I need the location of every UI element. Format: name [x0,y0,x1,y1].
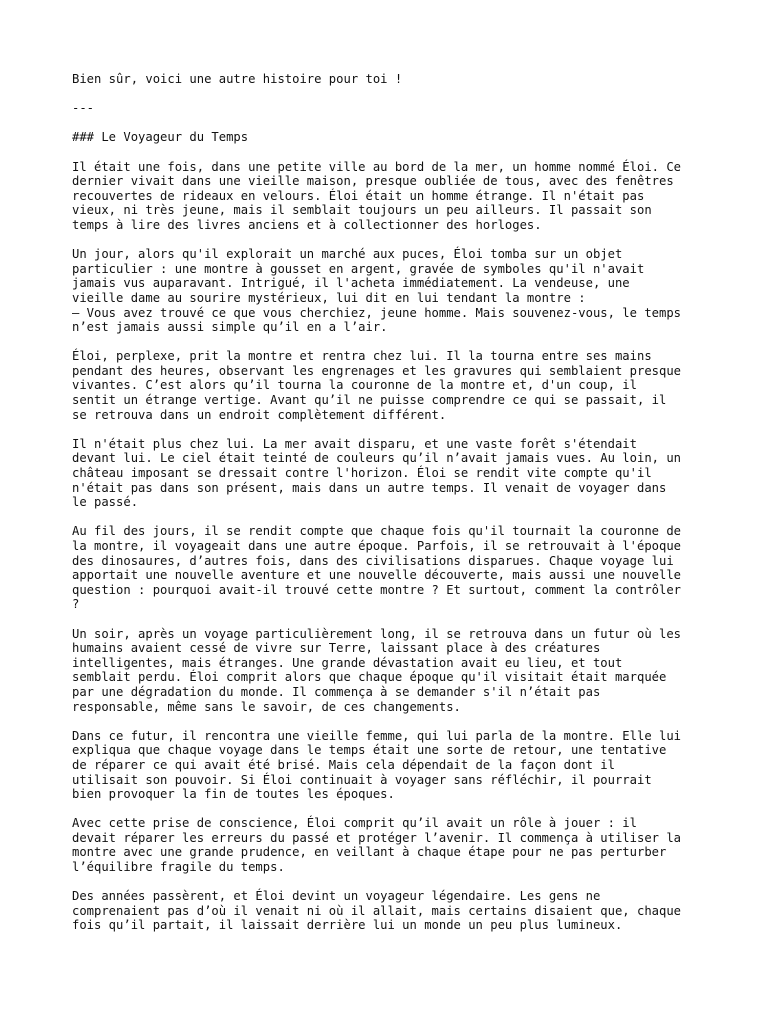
paragraph-5: Au fil des jours, il se rendit compte que chaque fois qu'il tournait la couronne de la montre, il voyageait dans une autre époque. Parfois, il se retrouvait à l'époque des dinosaures, d’autres fois, dans des civilisations disparues. Chaque voyage lui apportait une nouvelle aventure et une nouvelle découverte, mais aussi une nouvelle question : pourquoi avait-il trouvé cette montre ? Et surtout, comment la contrôler ? [72,524,682,612]
separator-line: --- [72,101,95,116]
paragraph-1: Il était une fois, dans une petite ville au bord de la mer, un homme nommé Éloi. Ce dernier vivait dans une vieille maison, presque oubliée de tous, avec des fenêtres recouvertes de rideaux en velours. Éloi était un homme étrange. Il n'était pas vieux, ni très jeune, mais il semblait toujours un peu ailleurs. Il passait son temps à lire des livres anciens et à collectionner des horloges. [72,159,682,232]
intro-line: Bien sûr, voici une autre histoire pour toi ! [72,72,403,86]
paragraph-6: Un soir, après un voyage particulièrement long, il se retrouva dans un futur où les humains avaient cessé de vivre sur Terre, laissant place à des créatures intelligentes, mais étranges. Une grande dévastation avait eu lieu, et tout semblait perdu. Éloi comprit alors que chaque époque qu'il visitait était marquée par une dégradation du monde. Il commença à se demander s'il n’était pas responsable, même sans le savoir, de ces changements. [72,626,682,714]
story-title: ### Le Voyageur du Temps [72,130,249,145]
paragraph-9: Des années passèrent, et Éloi devint un voyageur légendaire. Les gens ne comprenaient pas d’où il venait ni où il allait, mais certains disaient que, chaque fois qu’il partait, il laissait derrière lui un monde un peu plus lumineux. [72,889,682,933]
paragraph-2: Un jour, alors qu'il explorait un marché aux puces, Éloi tomba sur un objet particulier : une montre à gousset en argent, gravée de symboles qu'il n'avait jamais vus auparavant. Intrigué, il l'acheta immédiatement. La vendeuse, une vieille dame au sourire mystérieux, lui dit en lui tendant la montre : – Vous avez trouvé ce que vous cherchiez, jeune homme. Mais souvenez-vous, le temps n’est jamais aussi simple qu’il en a l’air. [72,247,682,335]
paragraph-7: Dans ce futur, il rencontra une vieille femme, qui lui parla de la montre. Elle lui expliqua que chaque voyage dans le temps était une sorte de retour, une tentative de réparer ce qui avait été brisé. Mais cela dépendait de la façon dont il utilisait son pouvoir. Si Éloi continuait à voyager sans réfléchir, il pourrait bien provoquer la fin de toutes les époques. [72,728,682,802]
paragraph-8: Avec cette prise de conscience, Éloi comprit qu’il avait un rôle à jouer : il devait réparer les erreurs du passé et protéger l’avenir. Il commença à utiliser la montre avec une grande prudence, en veillant à chaque étape pour ne pas perturber l’équilibre fragile du temps. [72,816,682,875]
document-page [72,72,700,948]
paragraph-4: Il n'était plus chez lui. La mer avait disparu, et une vaste forêt s'étendait devant lui. Le ciel était teinté de couleurs qu’il n’avait jamais vues. Au loin, un château imposant se dressait contre l'horizon. Éloi se rendit vite compte qu'il n'était pas dans son présent, mais dans un autre temps. Il venait de voyager dans le passé. [72,436,682,510]
paragraph-3: Éloi, perplexe, prit la montre et rentra chez lui. Il la tourna entre ses mains pendant des heures, observant les engrenages et les gravures qui semblaient presque vivantes. C’est alors qu’il tourna la couronne de la montre et, d'un coup, il sentit un étrange vertige. Avant qu’il ne puisse comprendre ce qui se passait, il se retrouva dans un endroit complètement différent. [72,349,682,422]
